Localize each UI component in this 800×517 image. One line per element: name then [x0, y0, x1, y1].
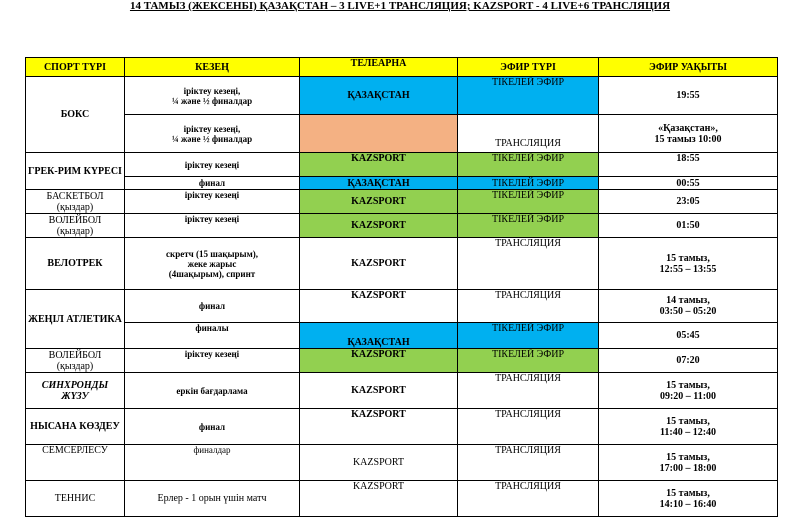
sport-cell: ЖЕҢІЛ АТЛЕТИКА [26, 290, 125, 349]
channel-cell: KAZSPORT [300, 373, 458, 409]
channel-cell: KAZSPORT [300, 349, 458, 373]
stage-cell: скретч (15 шақырым), жеке жарыс (4шақырым), спринт [125, 238, 300, 290]
time-cell: 23:05 [599, 190, 778, 214]
time-cell: 05:45 [599, 323, 778, 349]
time-cell: 15 тамыз, 14:10 – 16:40 [599, 481, 778, 517]
channel-cell: KAZSPORT [300, 445, 458, 481]
time-cell: 07:20 [599, 349, 778, 373]
stage-cell: Ерлер - 1 орын үшін матч [125, 481, 300, 517]
channel-cell: KAZSPORT [300, 481, 458, 517]
sport-cell: ТЕННИС [26, 481, 125, 517]
type-cell: ТІКЕЛЕЙ ЭФИР [458, 153, 599, 177]
stage-cell: финал [125, 290, 300, 323]
header-time: ЭФИР УАҚЫТЫ [599, 58, 778, 77]
stage-cell: іріктеу кезеңі [125, 153, 300, 177]
header-channel: ТЕЛЕАРНА [300, 58, 458, 77]
sport-cell: ГРЕК-РИМ КҮРЕСІ [26, 153, 125, 190]
time-cell: 15 тамыз, 11:40 – 12:40 [599, 409, 778, 445]
sport-cell: НЫСАНА КӨЗДЕУ [26, 409, 125, 445]
time-cell: «Қазақстан», 15 тамыз 10:00 [599, 115, 778, 153]
table-header-row [26, 58, 778, 77]
table-row [26, 153, 778, 177]
channel-cell: KAZSPORT [300, 190, 458, 214]
time-cell: 15 тамыз, 17:00 – 18:00 [599, 445, 778, 481]
table-row [26, 77, 778, 115]
table-row [26, 409, 778, 445]
channel-cell: ҚАЗАҚСТАН [300, 323, 458, 349]
sport-cell: ВОЛЕЙБОЛ (қыздар) [26, 214, 125, 238]
channel-cell: KAZSPORT [300, 153, 458, 177]
table-row [26, 214, 778, 238]
type-cell: ТРАНСЛЯЦИЯ [458, 409, 599, 445]
header-stage: КЕЗЕҢ [125, 58, 300, 77]
stage-cell: финалы [125, 323, 300, 349]
type-cell: ТРАНСЛЯЦИЯ [458, 373, 599, 409]
sport-cell: БОКС [26, 77, 125, 153]
stage-cell: финал [125, 177, 300, 190]
table-row [26, 238, 778, 290]
sport-cell: ВОЛЕЙБОЛ (қыздар) [26, 349, 125, 373]
table-row [26, 323, 778, 349]
page-title: 14 ТАМЫЗ (ЖЕКСЕНБІ) ҚАЗАҚСТАН – 3 LIVE+1 ТРАНСЛЯЦИЯ; KAZSPORT - 4 LIVE+6 ТРАНСЛЯЦИЯ [129, 0, 671, 12]
type-cell: ТРАНСЛЯЦИЯ [458, 115, 599, 153]
time-cell: 18:55 [599, 153, 778, 177]
table-row [26, 373, 778, 409]
channel-cell: KAZSPORT [300, 290, 458, 323]
table-row [26, 177, 778, 190]
stage-cell: іріктеу кезеңі [125, 349, 300, 373]
table-row [26, 190, 778, 214]
time-cell: 19:55 [599, 77, 778, 115]
stage-cell: іріктеу кезеңі [125, 190, 300, 214]
sport-cell: СИНХРОНДЫ ЖҮЗУ [26, 373, 125, 409]
channel-cell: KAZSPORT [300, 214, 458, 238]
type-cell: ТРАНСЛЯЦИЯ [458, 238, 599, 290]
type-cell: ТІКЕЛЕЙ ЭФИР [458, 323, 599, 349]
sport-cell: СЕМСЕРЛЕСУ [26, 445, 125, 481]
stage-cell: іріктеу кезеңі, ¼ және ½ финалдар [125, 77, 300, 115]
type-cell: ТРАНСЛЯЦИЯ [458, 445, 599, 481]
stage-cell: финалдар [125, 445, 300, 481]
stage-cell: іріктеу кезеңі [125, 214, 300, 238]
time-cell: 14 тамыз, 03:50 – 05:20 [599, 290, 778, 323]
channel-cell [300, 115, 458, 153]
schedule-table [25, 57, 778, 517]
table-row [26, 349, 778, 373]
sport-cell: БАСКЕТБОЛ (қыздар) [26, 190, 125, 214]
type-cell: ТІКЕЛЕЙ ЭФИР [458, 190, 599, 214]
type-cell: ТІКЕЛЕЙ ЭФИР [458, 349, 599, 373]
table-row [26, 481, 778, 517]
table-row [26, 290, 778, 323]
type-cell: ТІКЕЛЕЙ ЭФИР [458, 77, 599, 115]
type-cell: ТРАНСЛЯЦИЯ [458, 290, 599, 323]
table-row [26, 445, 778, 481]
stage-cell: финал [125, 409, 300, 445]
type-cell: ТІКЕЛЕЙ ЭФИР [458, 214, 599, 238]
header-type: ЭФИР ТҮРІ [458, 58, 599, 77]
channel-cell: ҚАЗАҚСТАН [300, 177, 458, 190]
time-cell: 01:50 [599, 214, 778, 238]
stage-cell: іріктеу кезеңі, ¼ және ½ финалдар [125, 115, 300, 153]
sport-cell: ВЕЛОТРЕК [26, 238, 125, 290]
time-cell: 00:55 [599, 177, 778, 190]
header-sport: СПОРТ ТҮРІ [26, 58, 125, 77]
type-cell: ТРАНСЛЯЦИЯ [458, 481, 599, 517]
time-cell: 15 тамыз, 12:55 – 13:55 [599, 238, 778, 290]
channel-cell: KAZSPORT [300, 409, 458, 445]
table-row [26, 115, 778, 153]
channel-cell: ҚАЗАҚСТАН [300, 77, 458, 115]
channel-cell: KAZSPORT [300, 238, 458, 290]
type-cell: ТІКЕЛЕЙ ЭФИР [458, 177, 599, 190]
stage-cell: еркін бағдарлама [125, 373, 300, 409]
time-cell: 15 тамыз, 09:20 – 11:00 [599, 373, 778, 409]
